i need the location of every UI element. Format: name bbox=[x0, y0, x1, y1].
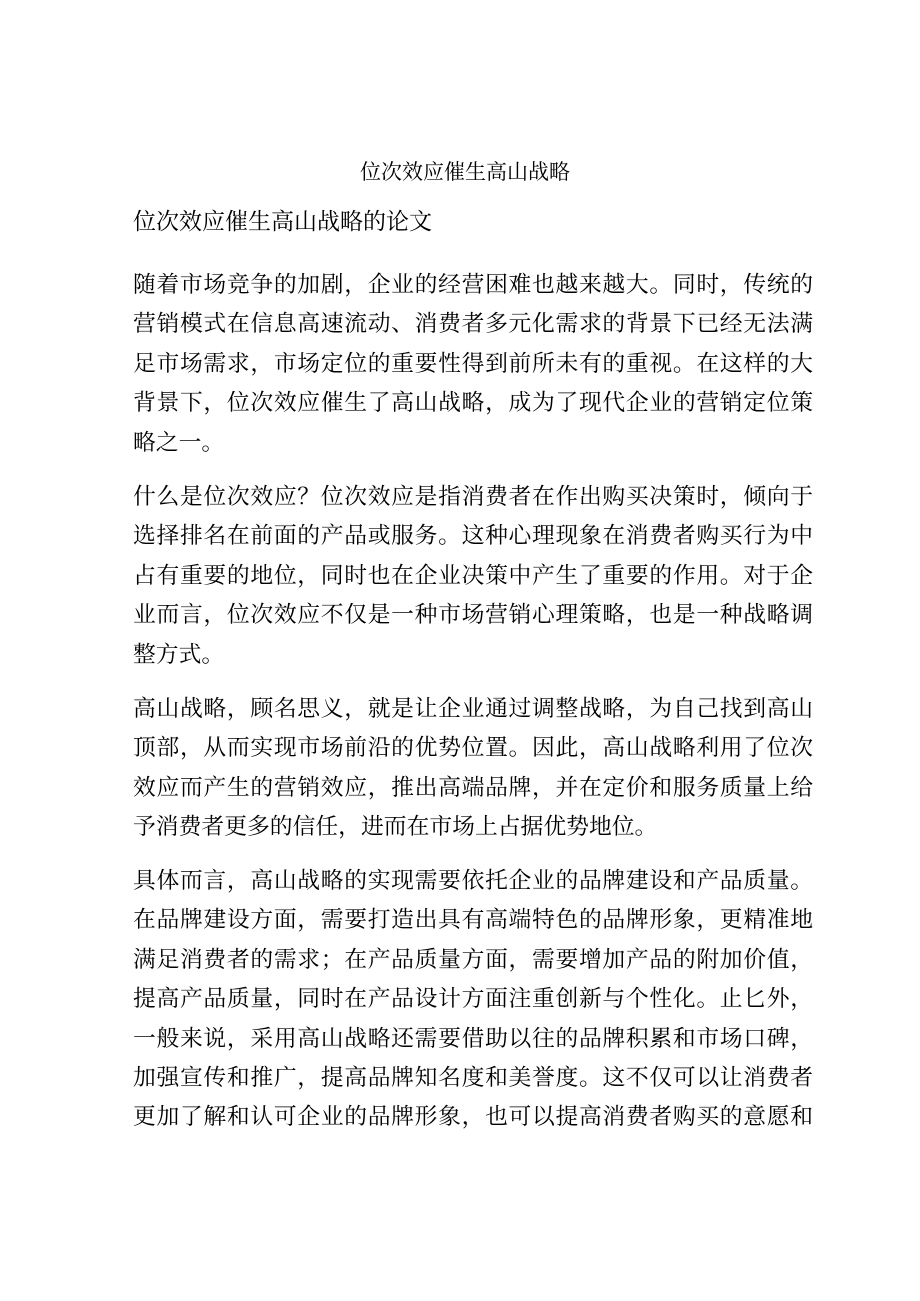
paragraph-line: 一般来说，采用高山战略还需要借助以往的品牌积累和市场口碑， bbox=[133, 1025, 813, 1052]
paragraph-line: 顶部，从而实现市场前沿的优势位置。因此，高山战略利用了位次 bbox=[133, 735, 813, 762]
paragraph-strategy bbox=[133, 690, 813, 848]
paragraph-line: 在品牌建设方面，需要打造出具有高端特色的品牌形象，更精准地 bbox=[133, 907, 813, 934]
paragraph-line: 高山战略，顾名思义，就是让企业通过调整战略，为自己找到高山 bbox=[133, 696, 813, 722]
paragraph-line: 更加了解和认可企业的品牌形象，也可以提高消费者购买的意愿和 bbox=[133, 1104, 813, 1131]
paragraph-line: 予消费者更多的信任，进而在市场上占据优势地位。 bbox=[133, 814, 658, 841]
paragraph-line: 背景下，位次效应催生了高山战略，成为了现代企业的营销定位策 bbox=[133, 390, 813, 417]
paragraph-line: 效应而产生的营销效应，推出高端品牌，并在定价和服务质量上给 bbox=[133, 774, 813, 801]
paragraph-line: 选择排名在前面的产品或服务。这种心理现象在消费者购买行为中 bbox=[133, 523, 813, 550]
paragraph-line: 略之一。 bbox=[133, 429, 225, 456]
document-title: 位次效应催生高山战略 bbox=[360, 160, 570, 184]
paragraph-line: 加强宣传和推广，提高品牌知名度和美誉度。这不仅可以让消费者 bbox=[133, 1064, 813, 1091]
paragraph-line: 提高产品质量，同时在产品设计方面注重创新与个性化。止匕外， bbox=[133, 986, 813, 1013]
paragraph-definition bbox=[133, 478, 813, 675]
paragraph-line: 业而言，位次效应不仅是一种市场营销心理策略，也是一种战略调 bbox=[133, 602, 813, 629]
paragraph-line: 整方式。 bbox=[133, 641, 225, 668]
paragraph-line: 满足消费者的需求；在产品质量方面，需要增加产品的附加价值， bbox=[133, 946, 813, 973]
document-subtitle: 位次效应催生高山战略的论文 bbox=[133, 209, 432, 235]
paragraph-line: 营销模式在信息高速流动、消费者多元化需求的背景下已经无法满 bbox=[133, 311, 813, 338]
paragraph-line: 足市场需求，市场定位的重要性得到前所未有的重视。在这样的大 bbox=[133, 350, 813, 377]
paragraph-line: 什么是位次效应？位次效应是指消费者在作出购买决策时，倾向于 bbox=[133, 484, 813, 510]
paragraph-line: 具体而言，高山战略的实现需要依托企业的品牌建设和产品质量。 bbox=[133, 868, 813, 894]
paragraph-intro bbox=[133, 266, 813, 463]
paragraph-line: 占有重要的地位，同时也在企业决策中产生了重要的作用。对于企 bbox=[133, 562, 813, 589]
paragraph-implementation bbox=[133, 862, 813, 1138]
paragraph-line: 随着市场竞争的加剧，企业的经营困难也越来越大。同时，传统的 bbox=[133, 272, 813, 298]
